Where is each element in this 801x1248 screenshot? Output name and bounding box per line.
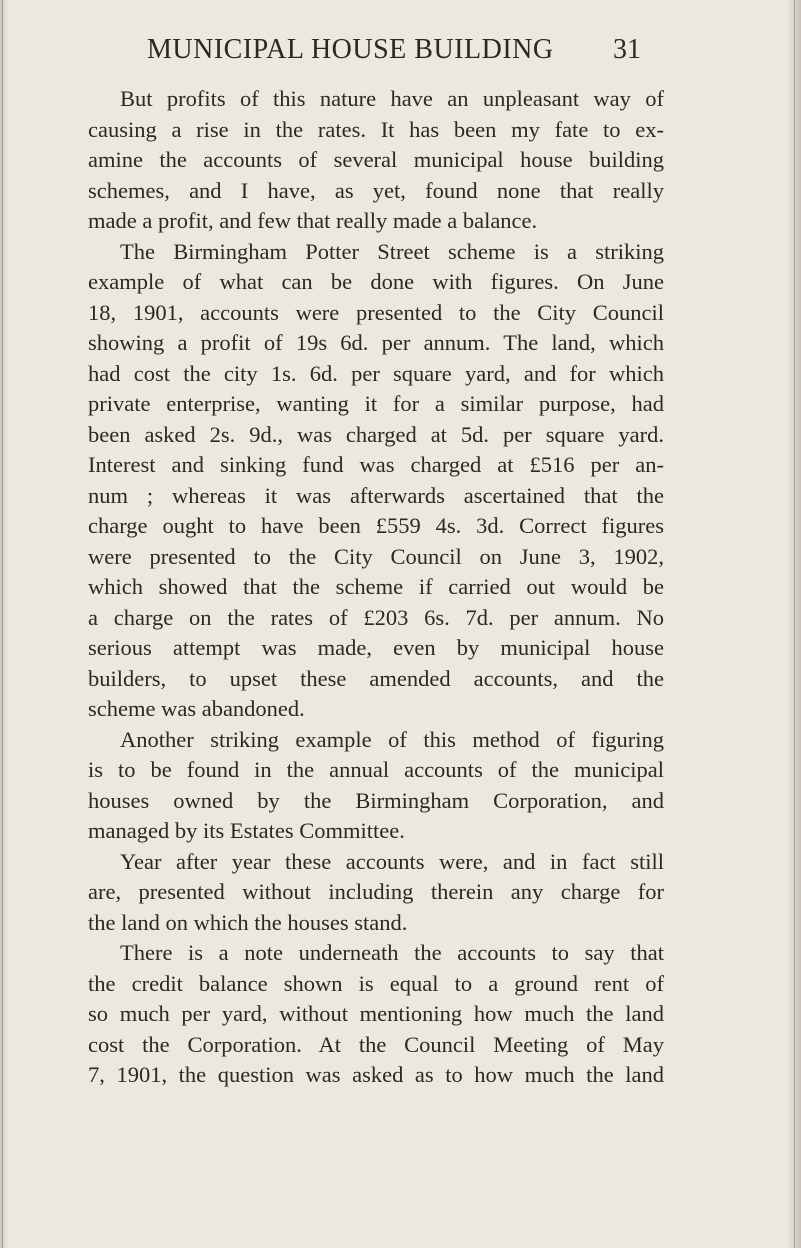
text-line: serious attempt was made, even by municipal house (88, 635, 664, 660)
page-left-edge (0, 0, 10, 1248)
text-line: the land on which the houses stand. (88, 909, 408, 935)
text-line: But profits of this nature have an unpleasant way of (120, 86, 664, 111)
text-line: been asked 2s. 9d., was charged at 5d. per square yard. (88, 421, 664, 447)
text-line: Interest and sinking fund was charged at £516 per an- (88, 452, 664, 477)
text-line: so much per yard, without mentioning how much the land (88, 1001, 664, 1026)
text-line: a charge on the rates of £203 6s. 7d. per annum. No (88, 604, 664, 630)
text-line: made a profit, and few that really made a balance. (88, 208, 538, 233)
text-line: builders, to upset these amended accounts, and the (88, 665, 664, 691)
paragraph-3 (88, 725, 664, 847)
text-line: scheme was abandoned. (88, 696, 305, 721)
running-head: MUNICIPAL HOUSE BUILDING (147, 34, 554, 65)
page-right-edge (787, 0, 801, 1248)
paragraph-4 (88, 847, 664, 939)
text-line: The Birmingham Potter Street scheme is a striking (120, 238, 664, 264)
text-line: houses owned by the Birmingham Corporation, and (88, 787, 664, 813)
body-text (88, 84, 664, 1091)
text-line: which showed that the scheme if carried out would be (88, 574, 664, 599)
text-line: 7, 1901, the question was asked as to how much the land (88, 1062, 664, 1087)
text-line: Year after year these accounts were, and in fact still (120, 848, 664, 874)
text-line: were presented to the City Council on June 3, 1902, (88, 543, 664, 569)
page-number: 31 (613, 34, 641, 65)
text-line: amine the accounts of several municipal house building (88, 147, 664, 172)
text-line: had cost the city 1s. 6d. per square yard, and for which (88, 360, 664, 386)
text-line: cost the Corporation. At the Council Meeting of May (88, 1031, 664, 1057)
text-line: charge ought to have been £559 4s. 3d. Correct figures (88, 513, 664, 538)
text-line: example of what can be done with figures. On June (88, 269, 664, 294)
text-line: showing a profit of 19s 6d. per annum. The land, which (88, 330, 664, 355)
page-header (0, 34, 801, 68)
paragraph-5 (88, 938, 664, 1091)
text-line: 18, 1901, accounts were presented to the City Council (88, 299, 664, 325)
text-line: causing a rise in the rates. It has been my fate to ex- (88, 116, 664, 142)
text-line: managed by its Estates Committee. (88, 818, 405, 843)
text-line: the credit balance shown is equal to a ground rent of (88, 970, 664, 996)
paragraph-2 (88, 237, 664, 725)
text-line: is to be found in the annual accounts of the municipal (88, 757, 664, 782)
text-line: schemes, and I have, as yet, found none that really (88, 177, 664, 203)
text-line: There is a note underneath the accounts to say that (120, 940, 664, 965)
text-line: num ; whereas it was afterwards ascertained that the (88, 482, 664, 508)
paragraph-1 (88, 84, 664, 237)
text-line: private enterprise, wanting it for a similar purpose, had (88, 391, 664, 416)
text-line: Another striking example of this method of figuring (120, 726, 664, 752)
text-line: are, presented without including therein any charge for (88, 879, 664, 904)
